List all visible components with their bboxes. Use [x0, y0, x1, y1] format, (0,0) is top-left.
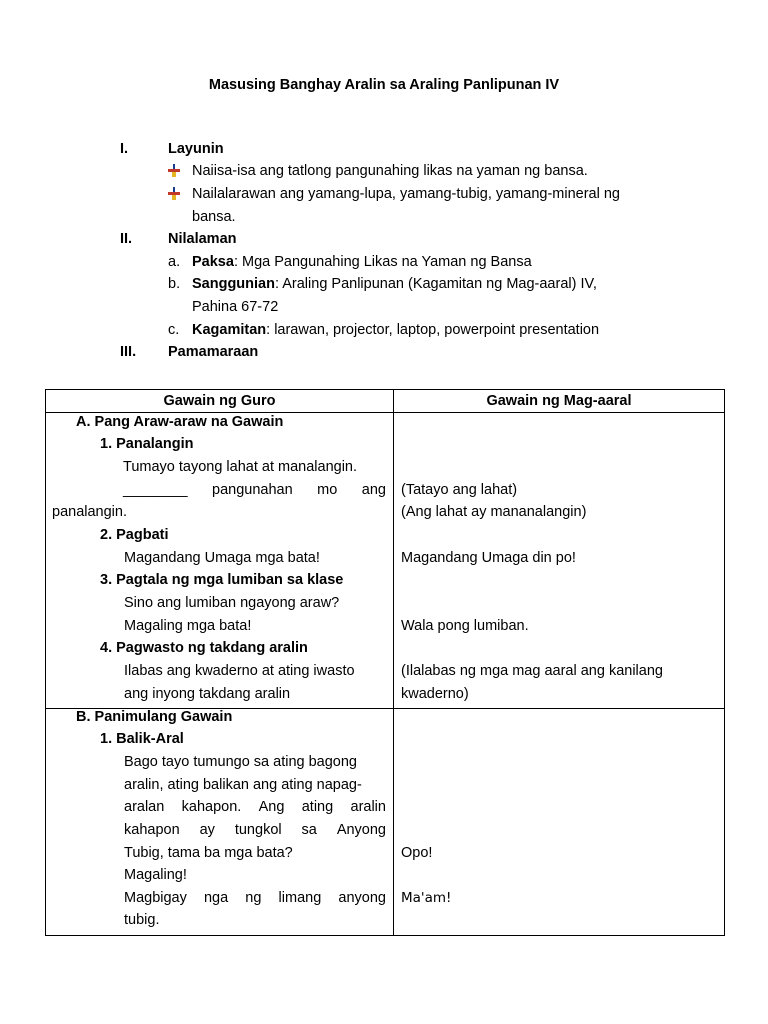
word: kahapon	[124, 822, 180, 838]
teacher-line-justified	[124, 890, 386, 906]
activity-heading: 3. Pagtala ng mga lumiban sa klase	[100, 572, 344, 588]
word: aralin	[350, 799, 386, 815]
teacher-line: Bago tayo tumungo sa ating bagong	[124, 754, 357, 770]
word: ________	[123, 482, 188, 498]
content-value: : larawan, projector, laptop, powerpoint presentation	[266, 322, 600, 338]
teacher-line: Magandang Umaga mga bata!	[124, 550, 320, 566]
student-line: (Ilalabas ng mga mag aaral ang kanilang	[401, 663, 663, 679]
teacher-cell-b	[46, 709, 394, 936]
teacher-line: Tumayo tayong lahat at manalangin.	[123, 459, 358, 475]
word: Magbigay	[124, 890, 187, 906]
objective-item: Nailalarawan ang yamang-lupa, yamang-tubig, yamang-mineral ng	[192, 186, 620, 202]
content-key: Sanggunian	[192, 276, 275, 292]
word: pangunahan	[212, 482, 293, 498]
word: aralan	[124, 799, 165, 815]
objective-item-cont: bansa.	[192, 209, 236, 225]
list-marker-a: a.	[168, 254, 181, 270]
block-heading: B. Panimulang Gawain	[76, 709, 233, 725]
arrow-bullet-icon	[168, 164, 180, 177]
word: ay	[199, 822, 215, 838]
teacher-line: Tubig, tama ba mga bata?	[124, 845, 293, 861]
activity-heading: 1. Balik-Aral	[100, 731, 184, 747]
section-label-layunin: Layunin	[168, 141, 224, 157]
student-line: Ma'am!	[401, 890, 452, 906]
word: ng	[245, 890, 262, 906]
word: Anyong	[336, 822, 386, 838]
student-line: kwaderno)	[401, 686, 469, 702]
student-cell-b	[394, 709, 725, 936]
teacher-line: tubig.	[124, 912, 160, 928]
teacher-line: Magaling mga bata!	[124, 618, 252, 634]
teacher-cell-a	[46, 413, 394, 709]
lesson-procedure-table	[45, 389, 725, 936]
content-value: : Araling Panlipunan (Kagamitan ng Mag-aaral) IV,	[274, 276, 597, 292]
student-line: Opo!	[401, 845, 433, 861]
word: tungkol	[234, 822, 282, 838]
table-header-teacher: Gawain ng Guro	[46, 390, 394, 413]
table-header-student: Gawain ng Mag-aaral	[394, 390, 725, 413]
teacher-line-justified	[123, 482, 386, 498]
word: limang	[278, 890, 322, 906]
student-line: (Ang lahat ay mananalangin)	[401, 504, 587, 520]
arrow-bullet-icon	[168, 187, 180, 200]
objective-item: Naiisa-isa ang tatlong pangunahing likas na yaman ng bansa.	[192, 163, 588, 179]
list-marker-b: b.	[168, 276, 181, 292]
block-heading: A. Pang Araw-araw na Gawain	[76, 414, 284, 430]
activity-heading: 1. Panalangin	[100, 436, 194, 452]
teacher-line: Ilabas ang kwaderno at ating iwasto	[124, 663, 355, 679]
content-kagamitan	[192, 322, 599, 338]
section-number-3: III.	[120, 344, 137, 360]
student-cell-a	[394, 413, 725, 709]
content-sanggunian	[192, 276, 597, 292]
teacher-line: Magaling!	[124, 867, 187, 883]
student-line: Wala pong lumiban.	[401, 618, 529, 634]
teacher-line-justified	[124, 799, 386, 815]
word: ating	[301, 799, 334, 815]
teacher-line-justified	[124, 822, 386, 838]
student-line: (Tatayo ang lahat)	[401, 482, 518, 498]
content-value: : Mga Pangunahing Likas na Yaman ng Bansa	[233, 254, 532, 270]
activity-heading: 2. Pagbati	[100, 527, 169, 543]
page-title: Masusing Banghay Aralin sa Araling Panlipunan IV	[208, 77, 560, 93]
word: mo	[317, 482, 338, 498]
section-label-nilalaman: Nilalaman	[168, 231, 237, 247]
section-label-pamamaraan: Pamamaraan	[168, 344, 259, 360]
word: kahapon.	[181, 799, 242, 815]
teacher-line: aralin, ating balikan ang ating napag-	[124, 777, 362, 793]
content-value-cont: Pahina 67-72	[192, 299, 279, 315]
content-key: Paksa	[192, 254, 234, 270]
teacher-line: Sino ang lumiban ngayong araw?	[124, 595, 340, 611]
word: ang	[361, 482, 386, 498]
section-number-1: I.	[120, 141, 129, 157]
section-number-2: II.	[120, 231, 133, 247]
word: sa	[301, 822, 317, 838]
student-line: Magandang Umaga din po!	[401, 550, 576, 566]
activity-heading: 4. Pagwasto ng takdang aralin	[100, 640, 308, 656]
word: nga	[203, 890, 229, 906]
list-marker-c: c.	[168, 322, 180, 338]
teacher-line: ang inyong takdang aralin	[124, 686, 291, 702]
word: Ang	[258, 799, 285, 815]
content-paksa	[192, 254, 532, 270]
word: anyong	[338, 890, 386, 906]
content-key: Kagamitan	[192, 322, 267, 338]
teacher-line: panalangin.	[52, 504, 127, 520]
